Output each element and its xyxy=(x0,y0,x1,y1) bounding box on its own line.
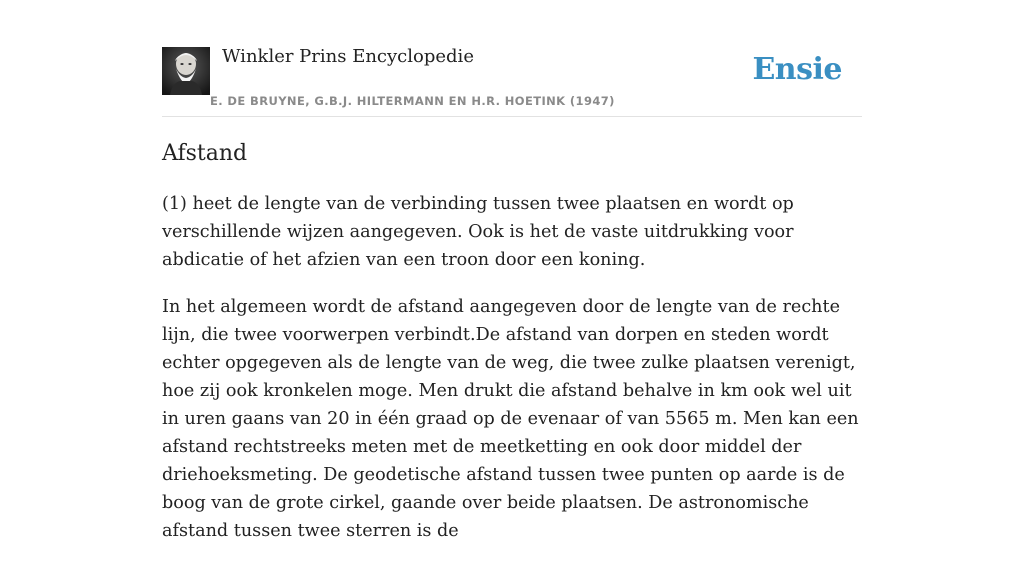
article xyxy=(162,138,862,564)
publication-title[interactable]: Winkler Prins Encyclopedie xyxy=(222,46,474,67)
ensie-logo-link[interactable]: Ensie xyxy=(752,52,842,87)
article-title: Afstand xyxy=(162,141,248,166)
author-portrait-icon xyxy=(162,47,210,95)
publication-header xyxy=(162,0,862,117)
article-paragraph: (1) heet de lengte van de verbinding tussen twee plaatsen en wordt op verschillende wijzen aangegeven. Ook is het de vaste uitdrukking voor abdicatie of het afzien van een troon door een koning. xyxy=(162,194,794,270)
author-avatar[interactable] xyxy=(162,47,210,95)
publication-authors: E. DE BRUYNE, G.B.J. HILTERMANN EN H.R. HOETINK (1947) xyxy=(210,94,615,108)
article-paragraph: In het algemeen wordt de afstand aangegeven door de lengte van de rechte lijn, die twee voorwerpen verbindt.De afstand van dorpen en steden wordt echter opgegeven als de lengte van de weg, die twee zulke plaatsen verenigt, hoe zij ook kronkelen moge. Men drukt die afstand behalve in km ook wel uit in uren gaans van 20 in één graad op de evenaar of van 5565 m. Men kan een afstand rechtstreeks meten met de meetketting en ook door middel der driehoeksmeting. De geodetische afstand tussen twee punten op aarde is de boog van de grote cirkel, gaande over beide plaatsen. De astronomische afstand tussen twee sterren is de xyxy=(162,297,859,541)
